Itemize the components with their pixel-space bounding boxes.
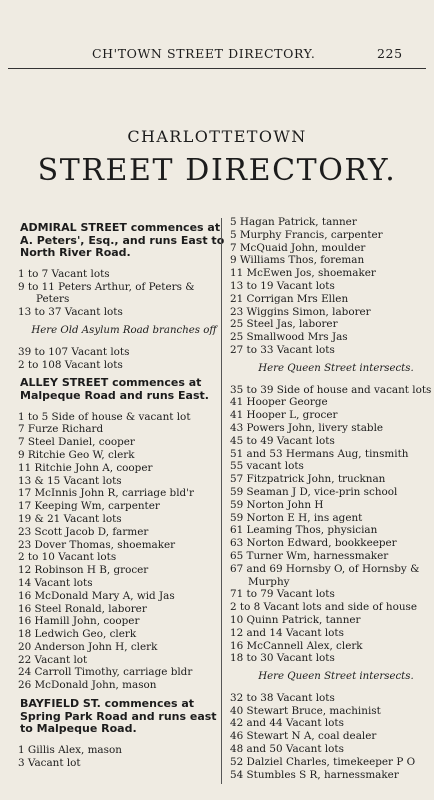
directory-entry: 5 Murphy Francis, carpenter [230, 228, 383, 241]
directory-entry: 67 and 69 Hornsby O, of Hornsby & Murphy [230, 562, 420, 588]
directory-entry: 16 McCannell Alex, clerk [230, 639, 363, 652]
directory-entry: 9 to 11 Peters Arthur, of Peters & Peters [18, 280, 195, 306]
street-heading: ADMIRAL STREET commences at A. Peters', Esq., and runs East to North River Road. [20, 221, 225, 260]
directory-entry: 18 to 30 Vacant lots [230, 652, 335, 665]
directory-entry: 59 Norton John H [230, 498, 324, 511]
directory-entry: 19 & 21 Vacant lots [18, 512, 122, 525]
directory-entry: 11 McEwen Jos, shoemaker [230, 267, 376, 280]
directory-entry: 1 Gillis Alex, mason [18, 743, 122, 756]
directory-entry: 61 Leaming Thos, physician [230, 524, 378, 537]
directory-entry: 20 Anderson John H, clerk [18, 640, 158, 653]
directory-entry: 11 Ritchie John A, cooper [18, 461, 153, 474]
directory-entry: 25 Steel Jas, laborer [230, 318, 338, 331]
directory-entry: 22 Vacant lot [18, 653, 88, 666]
directory-entry: 10 Quinn Patrick, tanner [230, 613, 361, 626]
directory-entry: 35 to 39 Side of house and vacant lots [230, 383, 432, 396]
directory-entry: 13 & 15 Vacant lots [18, 474, 122, 487]
directory-entry: 71 to 79 Vacant lots [230, 588, 335, 601]
directory-entry: 24 Carroll Timothy, carriage bldr [18, 666, 193, 679]
directory-entry: 43 Powers John, livery stable [230, 421, 384, 434]
page-number: 225 [377, 46, 403, 61]
directory-entry: 7 McQuaid John, moulder [230, 241, 366, 254]
directory-entry: 45 to 49 Vacant lots [230, 434, 335, 447]
directory-entry: 1 to 7 Vacant lots [18, 267, 110, 280]
directory-entry: 23 Scott Jacob D, farmer [18, 525, 149, 538]
directory-entry: 7 Furze Richard [18, 423, 104, 436]
directory-entry: 57 Fitzpatrick John, trucknan [230, 473, 386, 486]
directory-entry: 65 Turner Wm, harnessmaker [230, 549, 389, 562]
directory-entry: 25 Smallwood Mrs Jas [230, 331, 348, 344]
directory-entry: 55 vacant lots [230, 460, 304, 473]
running-header [0, 40, 434, 60]
directory-entry: 59 Norton E H, ins agent [230, 511, 363, 524]
running-header-title: CH'TOWN STREET DIRECTORY. [92, 46, 316, 61]
directory-entry: 16 Hamill John, cooper [18, 615, 140, 628]
directory-entry: 48 and 50 Vacant lots [230, 743, 344, 756]
header-rule [8, 68, 426, 69]
directory-entry: 13 to 37 Vacant lots [18, 306, 123, 319]
directory-entry: 41 Hooper George [230, 396, 328, 409]
directory-entry: 7 Steel Daniel, cooper [18, 436, 135, 449]
directory-entry: 59 Seaman J D, vice-prin school [230, 485, 398, 498]
street-heading: ALLEY STREET commences at Malpeque Road and runs East. [20, 376, 209, 402]
directory-entry: 12 and 14 Vacant lots [230, 626, 344, 639]
directory-entry: 16 McDonald Mary A, wid Jas [18, 589, 175, 602]
directory-entry: 13 to 19 Vacant lots [230, 279, 335, 292]
directory-entry: 9 Williams Thos, foreman [230, 254, 365, 267]
directory-entry: 5 Hagan Patrick, tanner [230, 216, 357, 228]
directory-entry: 2 to 8 Vacant lots and side of house [230, 601, 418, 614]
directory-entry: 27 to 33 Vacant lots [230, 343, 335, 356]
directory-entry: 17 McInnis John R, carriage bld'r [18, 487, 194, 500]
directory-entry: 14 Vacant lots [18, 576, 93, 589]
directory-entry: 23 Wiggins Simon, laborer [230, 305, 371, 318]
intersection-note: Here Queen Street intersects. [258, 362, 414, 374]
column-divider [221, 218, 222, 784]
right-column [230, 216, 434, 781]
directory-entry: 2 to 108 Vacant lots [18, 358, 123, 371]
left-column [18, 222, 230, 769]
street-heading: BAYFIELD ST. commences at Spring Park Road and runs east to Malpeque Road. [20, 697, 217, 736]
directory-entry: 1 to 5 Side of house & vacant lot [18, 410, 191, 423]
directory-entry: 41 Hooper L, grocer [230, 409, 338, 422]
intersection-note: Here Queen Street intersects. [258, 671, 414, 683]
title-charlottetown: CHARLOTTETOWN [127, 127, 307, 146]
directory-entry: 51 and 53 Hermans Aug, tinsmith [230, 447, 409, 460]
directory-entry: 17 Keeping Wm, carpenter [18, 500, 160, 513]
title-street-directory: STREET DIRECTORY. [37, 153, 397, 188]
directory-entry: 39 to 107 Vacant lots [18, 345, 130, 358]
directory-entry: 40 Stewart Bruce, machinist [230, 704, 381, 717]
directory-entry: 2 to 10 Vacant lots [18, 551, 117, 564]
directory-entry: 26 McDonald John, mason [18, 679, 157, 692]
directory-entry: 46 Stewart N A, coal dealer [230, 730, 377, 743]
directory-entry: 52 Dalziel Charles, timekeeper P O [230, 755, 416, 768]
directory-entry: 18 Ledwich Geo, clerk [18, 628, 137, 641]
directory-entry: 54 Stumbles S R, harnessmaker [230, 768, 399, 781]
directory-entry: 21 Corrigan Mrs Ellen [230, 292, 349, 305]
directory-entry: 3 Vacant lot [18, 756, 81, 769]
directory-entry: 12 Robinson H B, grocer [18, 564, 149, 577]
directory-entry: 9 Ritchie Geo W, clerk [18, 448, 135, 461]
directory-entry: 23 Dover Thomas, shoemaker [18, 538, 176, 551]
directory-entry: 42 and 44 Vacant lots [230, 717, 344, 730]
directory-entry: 16 Steel Ronald, laborer [18, 602, 147, 615]
directory-entry: 63 Norton Edward, bookkeeper [230, 537, 397, 550]
intersection-note: Here Old Asylum Road branches off [31, 324, 217, 336]
directory-entry: 32 to 38 Vacant lots [230, 691, 335, 704]
